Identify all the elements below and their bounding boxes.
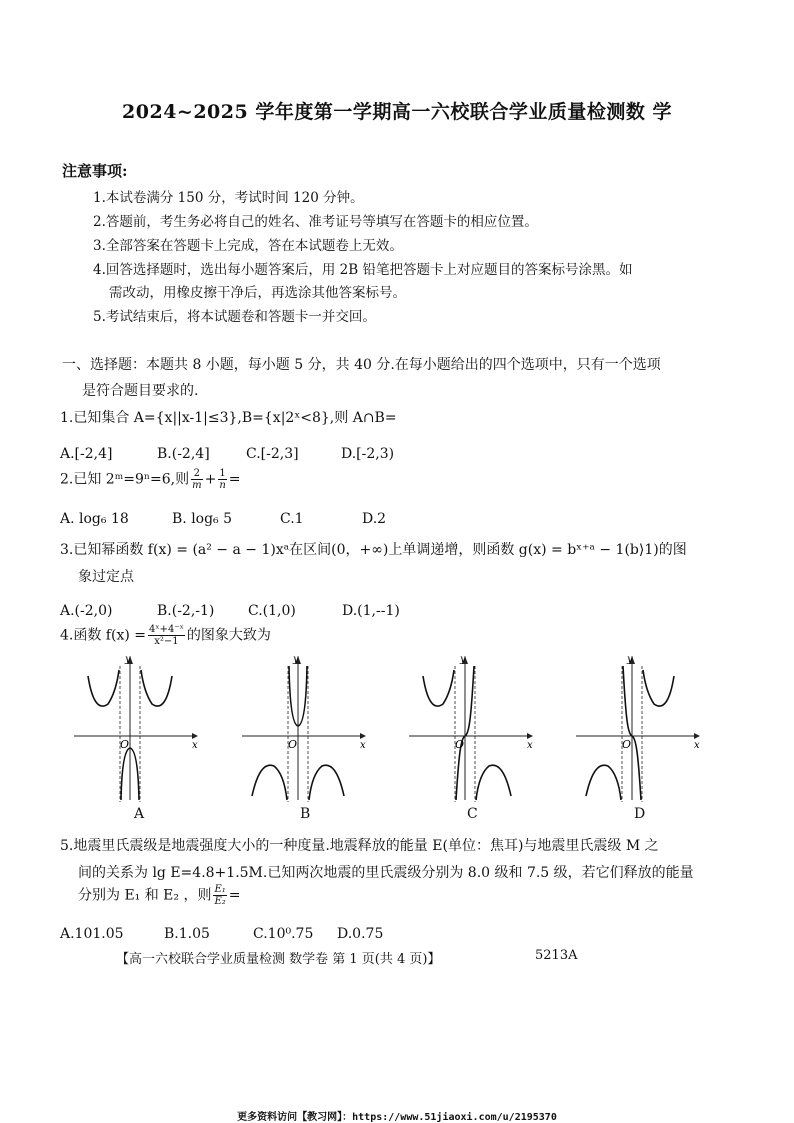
notice-item-4: 4.回答选择题时，选出每小题答案后，用 2B 铅笔把答题卡上对应题目的答案标号涂黑。如 <box>93 262 633 278</box>
notice-item-2: 2.答题前，考生务必将自己的姓名、准考证号等填写在答题卡的相应位置。 <box>93 214 538 230</box>
q2-frac2-den: n <box>219 480 226 491</box>
q5-fraction <box>213 884 226 907</box>
q2-option-b: B. log₆ 5 <box>172 511 233 527</box>
q4-label-d: D <box>634 806 646 822</box>
q4-label-b: B <box>300 806 311 822</box>
resource-link[interactable]: 更多资料访问【教习网】：https://www.51jiaoxi.com/u/2195370 <box>237 1112 557 1123</box>
q5-stem-cont: 间的关系为 lg E=4.8+1.5M.已知两次地震的里氏震级分别为 8.0 级和 7.5 级，若它们释放的能量 <box>78 865 694 881</box>
q5-frac-num: E₁ <box>214 884 226 895</box>
page-footer: 【高一六校联合学业质量检测 数学卷 第 1 页(共 4 页)】 <box>116 952 441 967</box>
q5-stem-text: 分别为 E₁ 和 E₂ ，则 <box>78 887 212 904</box>
curve-right <box>476 765 511 800</box>
q2-frac1-den: m <box>192 480 202 491</box>
page-title: 2024~2025 学年度第一学期高一六校联合学业质量检测数 学 <box>122 101 672 123</box>
q3-option-c: C.(1,0) <box>248 603 296 619</box>
x-label: x <box>527 740 533 751</box>
q2-option-d: D.2 <box>362 511 387 527</box>
notice-item-1: 1.本试卷满分 150 分，考试时间 120 分钟。 <box>93 190 364 206</box>
notice-heading: 注意事项: <box>62 162 128 180</box>
x-label: x <box>360 740 366 751</box>
q4-graph-d <box>572 652 712 802</box>
notice-item-4-cont: 需改动，用橡皮擦干净后，再选涂其他答案标号。 <box>109 285 406 301</box>
q5-option-a: A.101.05 <box>60 926 124 942</box>
q4-fraction <box>148 624 185 647</box>
q2-frac2-num: 1 <box>219 468 226 479</box>
notice-item-3: 3.全部答案在答题卡上完成，答在本试题卷上无效。 <box>93 238 403 254</box>
q4-frac-den: x²−1 <box>154 636 179 647</box>
q2-fraction-2 <box>218 468 226 491</box>
q4-label-a: A <box>134 806 145 822</box>
q5-frac-den: E₂ <box>214 896 226 907</box>
q2-plus: + <box>204 471 217 488</box>
x-axis-arrow <box>360 733 366 739</box>
q3-option-b: B.(-2,-1) <box>157 603 215 619</box>
q4-frac-num: 4ˣ+4⁻ˣ <box>149 624 184 635</box>
q4-stem-text: 4.函数 f(x) = <box>60 627 146 644</box>
q1-option-d: D.[-2,3) <box>341 446 395 462</box>
curve-left <box>252 765 287 800</box>
q2-fraction-1 <box>191 468 202 491</box>
curve-right <box>643 670 674 706</box>
y-label: y <box>627 654 633 665</box>
q4-graph-b <box>238 652 378 802</box>
q2-stem <box>60 468 241 491</box>
q1-stem: 1.已知集合 A={x||x-1|≤3},B={x|2ˣ<8},则 A∩B= <box>60 410 397 426</box>
curve-left <box>586 765 621 800</box>
q5-stem: 5.地震里氏震级是地震强度大小的一种度量.地震释放的能量 E(单位：焦耳)与地震里氏震级 M 之 <box>60 838 659 854</box>
q2-stem-text: 2.已知 2ᵐ=9ⁿ=6,则 <box>60 471 190 488</box>
q4-graph-a <box>70 652 210 802</box>
q3-stem-cont: 象过定点 <box>78 569 134 585</box>
q5-option-b: B.1.05 <box>164 926 210 942</box>
x-axis-arrow <box>694 733 700 739</box>
curve-right <box>141 670 172 706</box>
q2-frac1-num: 2 <box>191 468 202 480</box>
origin-label: O <box>120 738 130 751</box>
q3-option-a: A.(-2,0) <box>60 603 113 619</box>
q2-equals: = <box>228 471 241 488</box>
y-label: y <box>125 654 131 665</box>
x-axis-arrow <box>192 733 198 739</box>
x-label: x <box>694 740 700 751</box>
notice-item-5: 5.考试结束后，将本试题卷和答题卡一并交回。 <box>93 309 376 325</box>
q4-label-c: C <box>467 806 478 822</box>
x-axis-arrow <box>527 733 533 739</box>
q2-option-c: C.1 <box>280 511 304 527</box>
x-label: x <box>192 740 198 751</box>
q5-option-d: D.0.75 <box>337 926 384 942</box>
y-label: y <box>293 654 299 665</box>
q4-graph-c <box>405 652 545 802</box>
q1-option-a: A.[-2,4] <box>60 446 113 462</box>
page-footer-code: 5213A <box>535 948 578 963</box>
q5-option-c: C.10⁰.75 <box>253 926 314 942</box>
q4-stem-tail: 的图象大致为 <box>186 627 271 644</box>
q4-stem <box>60 624 271 647</box>
section-heading: 一、选择题：本题共 8 小题，每小题 5 分，共 40 分.在每小题给出的四个选项中，只有一个选项 <box>62 357 661 373</box>
curve-left <box>88 670 119 706</box>
q2-option-a: A. log₆ 18 <box>60 511 129 527</box>
q1-option-c: C.[-2,3] <box>246 446 299 462</box>
q3-option-d: D.(1,--1) <box>342 603 400 619</box>
origin-label: O <box>288 738 298 751</box>
origin-label: O <box>455 738 465 751</box>
q5-stem-cont-2 <box>78 884 241 907</box>
q3-stem: 3.已知幂函数 f(x) = (a² − a − 1)xᵃ在区间(0，+∞)上单调递增，则函数 g(x) = bˣ⁺ᵃ − 1(b⟩1)的图 <box>60 542 687 558</box>
section-heading-cont: 是符合题目要求的. <box>82 383 199 399</box>
origin-label: O <box>622 738 632 751</box>
curve-left <box>423 670 454 706</box>
curve-right <box>309 765 344 800</box>
q1-option-b: B.(-2,4] <box>157 446 210 462</box>
q5-equals: = <box>228 887 241 904</box>
y-label: y <box>460 654 466 665</box>
